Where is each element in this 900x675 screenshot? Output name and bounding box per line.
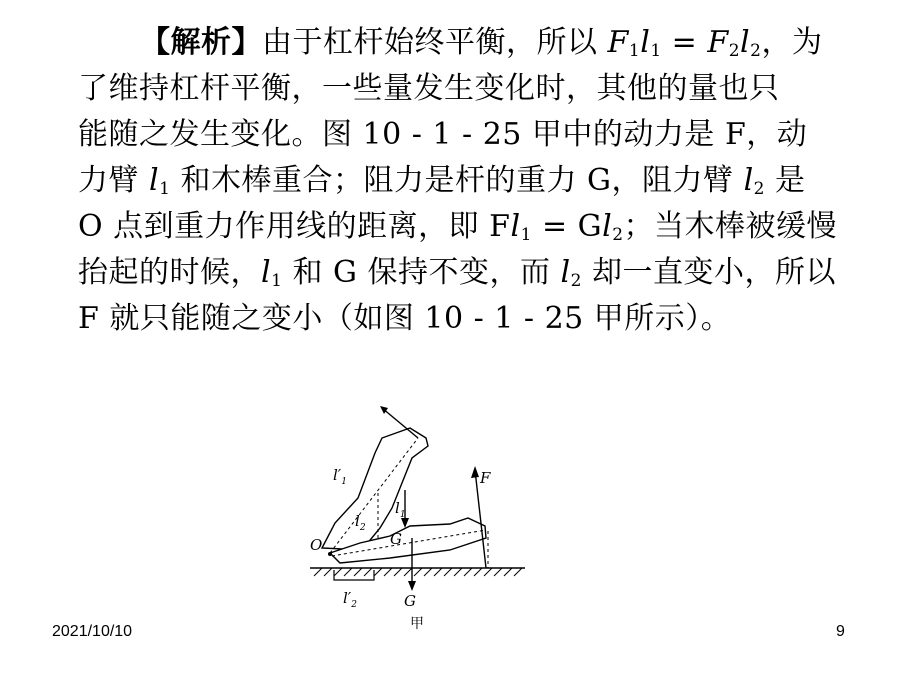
analysis-line-1: 【解析】由于杠杆始终平衡，所以 $F_1l_1 = F_2l_2$，为 — [140, 25, 823, 61]
lower-force-arrowhead — [471, 466, 479, 478]
analysis-line-3: 能随之发生变化。图 10 - 1 - 25 甲中的动力是 F，动 — [78, 117, 808, 152]
lever-diagram — [300, 398, 540, 643]
label-o: O — [310, 536, 323, 554]
label-l2-upper: $l_2$ — [355, 512, 366, 533]
analysis-label: 【解析】 — [140, 25, 262, 60]
label-l1: $l_1$ — [395, 499, 406, 520]
ground-hatching — [314, 568, 522, 576]
analysis-text — [78, 20, 838, 342]
analysis-line-7: F 就只能随之变小（如图 10 - 1 - 25 甲所示）。 — [78, 301, 732, 336]
label-l1-prime: $l'_1$ — [333, 466, 347, 487]
label-l2-prime: $l'_2$ — [343, 589, 357, 610]
lower-gravity-arrowhead — [408, 581, 416, 591]
footer-date: 2021/10/10 — [52, 623, 133, 640]
analysis-line-6: 抬起的时候，$l_1$ 和 G 保持不变，而 $l_2$ 却一直变小，所以 — [78, 255, 837, 291]
pivot-point — [328, 552, 332, 556]
figure-caption: 甲 — [410, 616, 424, 632]
label-g-lower: G — [404, 592, 416, 610]
label-f: F — [480, 469, 491, 487]
page-number: 9 — [836, 623, 845, 640]
analysis-line-4: 力臂 $l_1$ 和木棒重合；阻力是杆的重力 G，阻力臂 $l_2$ 是 — [78, 163, 806, 199]
analysis-line-2: 了维持杠杆平衡，一些量发生变化时，其他的量也只 — [78, 71, 780, 106]
label-g-upper: G — [390, 530, 402, 548]
analysis-line-5: O 点到重力作用线的距离，即 $Fl_1 = Gl_2$；当木棒被缓慢 — [78, 209, 838, 245]
